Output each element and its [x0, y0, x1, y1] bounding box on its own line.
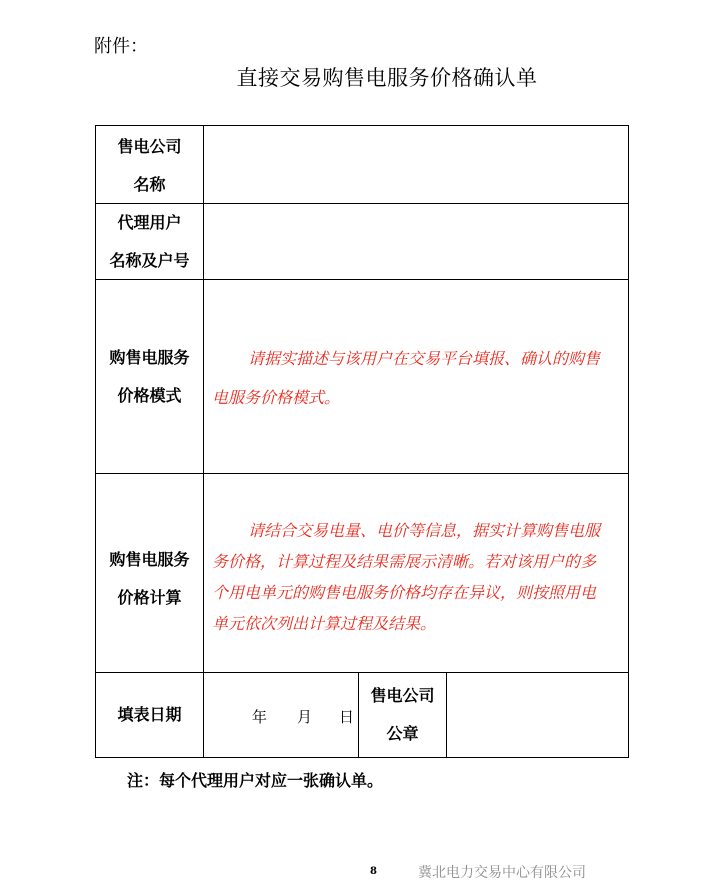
- label-agent-user: [96, 204, 203, 280]
- document-title: 直接交易购售电服务价格确认单: [236, 66, 538, 90]
- company-seal-field[interactable]: [447, 673, 628, 757]
- label-line: 价格计算: [117, 588, 182, 607]
- date-field[interactable]: [204, 673, 358, 757]
- label-line: 代理用户: [117, 213, 182, 232]
- row-divider: [96, 473, 628, 474]
- instruction-line: 请据实描述与该用户在交易平台填报、确认的购售: [248, 349, 601, 368]
- date-year-unit: 年: [252, 708, 268, 726]
- label-line: 公章: [386, 724, 419, 743]
- instruction-line: 个用电单元的购售电服务价格均存在异议，则按照用电: [212, 583, 597, 602]
- label-line: 购售电服务: [109, 550, 190, 569]
- price-calculation-instruction[interactable]: [212, 515, 624, 639]
- label-price-mode: [96, 339, 203, 415]
- label-line: 购售电服务: [109, 348, 190, 367]
- label-company-seal: [359, 677, 446, 753]
- label-company-name: [96, 128, 203, 204]
- company-name-field[interactable]: [204, 126, 628, 203]
- page-number: 8: [370, 866, 377, 877]
- instruction-line: 请结合交易电量、电价等信息，据实计算购售电服: [248, 521, 601, 540]
- form-note: 注：每个代理用户对应一张确认单。: [127, 771, 384, 790]
- footer-company: 冀北电力交易中心有限公司: [418, 865, 586, 881]
- label-price-calculation: [96, 541, 203, 617]
- label-line: 名称: [133, 175, 166, 194]
- instruction-line: 单元依次列出计算过程及结果。: [212, 614, 437, 633]
- label-line: 价格模式: [117, 386, 182, 405]
- label-line: 名称及户号: [109, 251, 190, 270]
- label-line: 售电公司: [370, 686, 435, 705]
- instruction-line: 电服务价格模式。: [212, 388, 341, 407]
- confirmation-form: [95, 125, 629, 758]
- price-mode-instruction[interactable]: [212, 343, 624, 413]
- label-line: 售电公司: [117, 137, 182, 156]
- date-month-unit: 月: [297, 708, 313, 726]
- attachment-label: 附件：: [94, 36, 148, 57]
- date-day-unit: 日: [339, 708, 355, 726]
- label-fill-date: 填表日期: [117, 705, 182, 724]
- agent-user-field[interactable]: [204, 204, 628, 279]
- instruction-line: 务价格，计算过程及结果需展示清晰。若对该用户的多: [212, 552, 597, 571]
